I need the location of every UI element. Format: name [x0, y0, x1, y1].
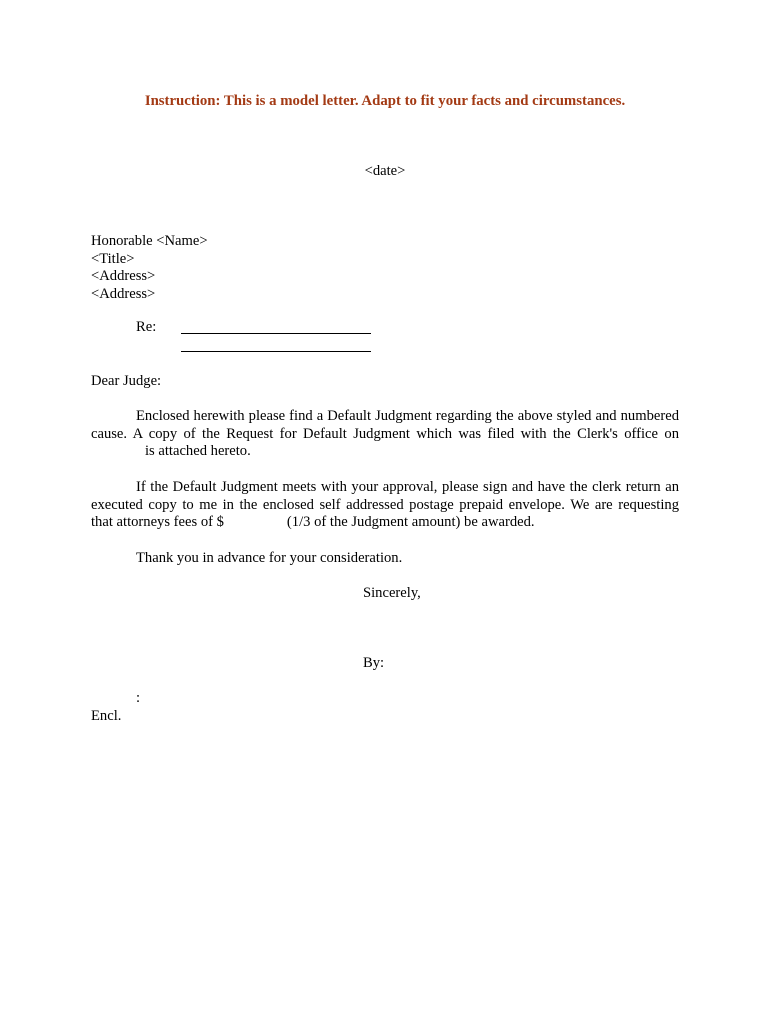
- paragraph-approval-line-3: [91, 514, 679, 532]
- recipient-title: <Title>: [91, 250, 135, 267]
- paragraph-approval-line-2: executed copy to me in the enclosed self addressed postage prepaid envelope. We are requesting: [91, 496, 679, 513]
- recipient-name: Honorable <Name>: [91, 233, 208, 249]
- date-placeholder: <date>: [364, 163, 406, 179]
- closing-sincerely: Sincerely,: [363, 585, 421, 601]
- paragraph-enclosed-line-2: cause. A copy of the Request for Default Judgment which was filed with the Clerk's office on: [91, 425, 679, 442]
- paragraph-approval: [91, 479, 679, 532]
- recipient-address-line-2: <Address>: [91, 285, 156, 302]
- paragraph-enclosed-line-3: is attached hereto.: [145, 443, 251, 459]
- recipient-address-line-1: <Address>: [91, 268, 156, 284]
- signature-by-label: By:: [363, 655, 385, 671]
- fees-suffix-text: (1/3 of the Judgment amount) be awarded.: [286, 514, 535, 530]
- instruction-heading: Instruction: This is a model letter. Adapt to fit your facts and circumstances.: [144, 93, 626, 109]
- paragraph-approval-line-1: If the Default Judgment meets with your approval, please sign and have the clerk return an: [136, 479, 679, 495]
- re-blank-line-1: [181, 333, 371, 334]
- colon-mark: :: [136, 690, 141, 706]
- paragraph-enclosed: [91, 408, 679, 461]
- salutation: Dear Judge:: [91, 373, 162, 389]
- re-label: Re:: [136, 319, 157, 335]
- recipient-address-block: [91, 233, 208, 303]
- paragraph-enclosed-line-1: Enclosed herewith please find a Default Judgment regarding the above styled and numbered: [136, 408, 679, 424]
- fees-prefix-text: that attorneys fees of $: [91, 514, 224, 530]
- re-blank-line-2: [181, 351, 371, 352]
- enclosure-label: Encl.: [91, 708, 122, 724]
- thanks-line: Thank you in advance for your consideration.: [136, 550, 403, 566]
